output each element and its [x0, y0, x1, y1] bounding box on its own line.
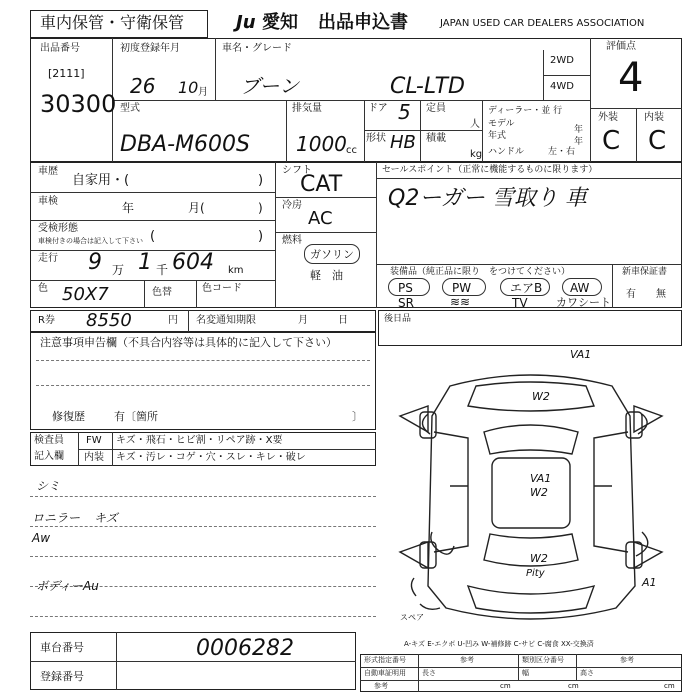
- receiving-close: ): [258, 229, 264, 244]
- spec-length: 長さ: [422, 669, 436, 677]
- equip-tv: TV: [512, 296, 528, 310]
- capacity-label: 定員: [426, 103, 446, 114]
- mileage-rest: 604: [172, 250, 214, 275]
- ticket-label: R券: [38, 315, 55, 326]
- exterior-grade: C: [602, 126, 621, 156]
- mileage-label: 走行: [38, 253, 58, 264]
- shift-value: CAT: [300, 172, 343, 197]
- rating-label: 評価点: [606, 41, 636, 52]
- repair-value: 有〔箇所: [114, 410, 158, 423]
- repair-close: 〕: [352, 410, 363, 423]
- org-name: 愛知: [262, 12, 298, 33]
- spec-cm-1: cm: [500, 682, 511, 690]
- history-close: ): [258, 173, 264, 188]
- exterior-label: 外装: [598, 112, 618, 123]
- ticket-month: 月: [298, 315, 308, 326]
- diagram-w2-rear: W2: [530, 552, 548, 565]
- spec-type-ref: 参考: [460, 656, 474, 664]
- receiving-label: 受検形態: [38, 223, 78, 234]
- interior-label: 内装: [644, 112, 664, 123]
- keep-label: 新車保証書: [622, 267, 668, 277]
- plate-label: 登録番号: [40, 670, 84, 683]
- ticket-day: 日: [338, 315, 348, 326]
- load-unit: kg: [470, 149, 483, 160]
- diagram-w2-roof: W2: [530, 486, 548, 499]
- displacement-value: 1000: [296, 132, 347, 156]
- repair-label: 修復歴: [52, 410, 85, 423]
- registration-label: 初度登録年月: [120, 43, 180, 54]
- dealer-year: 年式: [488, 131, 507, 141]
- mileage-thousands: 1: [138, 250, 152, 275]
- equip-airbag-circle: [500, 278, 550, 296]
- spec-cert-ref: 参考: [374, 682, 388, 690]
- rating-score: 4: [618, 55, 644, 101]
- history-value: 自家用・(: [72, 173, 130, 188]
- spec-class-ref: 参考: [620, 656, 634, 664]
- equip-airbag: エアB: [510, 281, 543, 295]
- car-name: ブーン: [240, 74, 299, 98]
- lot-label: 出品番号: [40, 43, 80, 54]
- dealer-handle: ハンドル: [488, 147, 525, 157]
- keep-yes: 有: [626, 289, 636, 300]
- spec-cm-2: cm: [568, 682, 579, 690]
- inspection-month: 月(: [188, 201, 205, 215]
- ticket-unit: 円: [168, 315, 178, 326]
- diagram-w2-front: W2: [532, 390, 550, 403]
- ticket-value: 8550: [86, 310, 132, 331]
- sales-value: Q2ーガー 雪取り 車: [388, 186, 587, 211]
- diagram-pity: Pity: [526, 568, 545, 579]
- receiving-sub: 車検付きの場合は記入して下さい: [38, 237, 143, 245]
- load-label: 積載: [426, 133, 446, 144]
- registration-year: 26: [130, 74, 156, 98]
- inspector-interior: 内装: [84, 452, 104, 463]
- storage-label: 車内保管・守衛保管: [40, 13, 185, 32]
- ticket-change: 名変通知期限: [196, 315, 256, 326]
- remark-3: ボディーAu: [36, 579, 99, 593]
- ac-label: 冷房: [282, 200, 302, 211]
- chassis-label: 車台番号: [40, 641, 84, 654]
- diagram-va1: VA1: [530, 472, 552, 485]
- mileage-man: 万: [112, 263, 125, 277]
- car-grade: CL-LTD: [390, 74, 465, 99]
- after-box: [378, 310, 682, 346]
- shape-value: HB: [390, 132, 416, 153]
- shape-label: 形状: [366, 133, 386, 144]
- color-value: 50X7: [62, 284, 109, 305]
- diagram-a1: A1: [642, 576, 657, 589]
- equipment-label: 装備品（純正品に限り をつけてください）: [390, 267, 571, 277]
- inspection-year: 年: [122, 201, 135, 215]
- remark-2b: Aw: [32, 531, 51, 545]
- remark-2a: ロニラー: [32, 511, 81, 525]
- org-english: JAPAN USED CAR DEALERS ASSOCIATION: [440, 18, 645, 29]
- color-change: 色替: [152, 287, 172, 298]
- remark-2c: キズ: [94, 511, 118, 525]
- inspector-fw: FW: [86, 435, 102, 446]
- inspector-row1: キズ・飛石・ヒビ割・リペア跡・X要: [116, 435, 283, 446]
- lot-number: 30300: [40, 90, 117, 118]
- diagram-legend: A-キズ E-エクボ U-凹み W-補修跡 C-サビ C-腐食 XX-交換済: [404, 640, 594, 648]
- dealer-line1: ディーラー・並 行: [488, 106, 563, 116]
- logo-mark: Ju: [236, 12, 256, 33]
- dealer-model: モデル: [488, 119, 515, 129]
- notes-label: 注意事項申告欄（不具合内容等は具体的に記入して下さい）: [40, 336, 337, 349]
- interior-grade: C: [648, 126, 667, 156]
- spec-cm-3: cm: [664, 682, 675, 690]
- lot-sub: [2111]: [48, 67, 85, 80]
- spec-height: 高さ: [580, 669, 594, 677]
- color-label: 色: [38, 283, 48, 294]
- capacity-unit: 人: [470, 119, 480, 130]
- doors-value: 5: [398, 100, 411, 124]
- drive-4wd: 4WD: [550, 81, 574, 92]
- equip-aw-circle: [562, 278, 602, 296]
- equip-ps-circle: [388, 278, 430, 296]
- shift-label: シフト: [282, 165, 312, 176]
- equip-pw-circle: [442, 278, 486, 296]
- registration-month-unit: 月: [198, 87, 208, 98]
- diagram-spare: スペア: [400, 613, 424, 622]
- dealer-year-unit: 年: [574, 137, 584, 147]
- inspector-l2: 記入欄: [34, 451, 64, 462]
- spec-width: 幅: [522, 669, 529, 677]
- receiving-open: (: [150, 229, 156, 244]
- spec-class-no: 類別区分番号: [522, 656, 564, 664]
- sales-label: セールスポイント（正常に機能するものに限ります）: [382, 165, 598, 175]
- mileage-ten-thousands: 9: [88, 250, 102, 275]
- history-label: 車歴: [38, 166, 58, 177]
- mileage-sen: 千: [156, 263, 169, 277]
- equip-ps: PS: [398, 281, 413, 295]
- spec-cert: 自動車証明用: [364, 669, 406, 677]
- diagram-top-mark: VA1: [570, 348, 592, 361]
- car-damage-diagram: [380, 346, 682, 652]
- fuel-label: 燃料: [282, 235, 302, 246]
- equip-scribble: ≋≋: [450, 295, 471, 309]
- chassis-value: 0006282: [196, 636, 294, 661]
- equip-aw: AW: [570, 281, 590, 295]
- form-title: 出品申込書: [318, 12, 408, 33]
- keep-no: 無: [656, 289, 666, 300]
- doors-label: ドア: [368, 103, 388, 114]
- inspection-close: ): [258, 201, 263, 215]
- color-code: 色コード: [202, 283, 242, 294]
- dealer-handle-side: 左・右: [548, 147, 576, 157]
- mileage-unit: km: [228, 265, 244, 276]
- model-value: DBA-M600S: [120, 132, 250, 157]
- equip-seat: カワシート: [556, 296, 611, 309]
- registration-month: 10: [178, 78, 199, 97]
- equip-pw: PW: [452, 281, 472, 295]
- dealer-model-year: 年: [574, 125, 584, 135]
- inspector-row2: キズ・汚レ・コゲ・穴・スレ・キレ・破レ: [116, 452, 306, 463]
- inspection-label: 車検: [38, 196, 58, 207]
- inspector-l1: 検査員: [34, 435, 64, 446]
- fuel-diesel: 軽 油: [310, 269, 343, 282]
- car-label: 車名・グレード: [222, 43, 292, 54]
- displacement-unit: cc: [346, 145, 357, 156]
- equip-sr: SR: [398, 296, 414, 310]
- model-label: 型式: [120, 103, 140, 114]
- fuel-gas: ガソリン: [310, 248, 354, 261]
- spec-type-no: 形式指定番号: [364, 656, 406, 664]
- remark-1: シミ: [36, 479, 61, 493]
- after-label: 後日品: [384, 314, 412, 324]
- ac-value: AC: [308, 208, 333, 229]
- drive-2wd: 2WD: [550, 55, 574, 66]
- displacement-label: 排気量: [292, 103, 322, 114]
